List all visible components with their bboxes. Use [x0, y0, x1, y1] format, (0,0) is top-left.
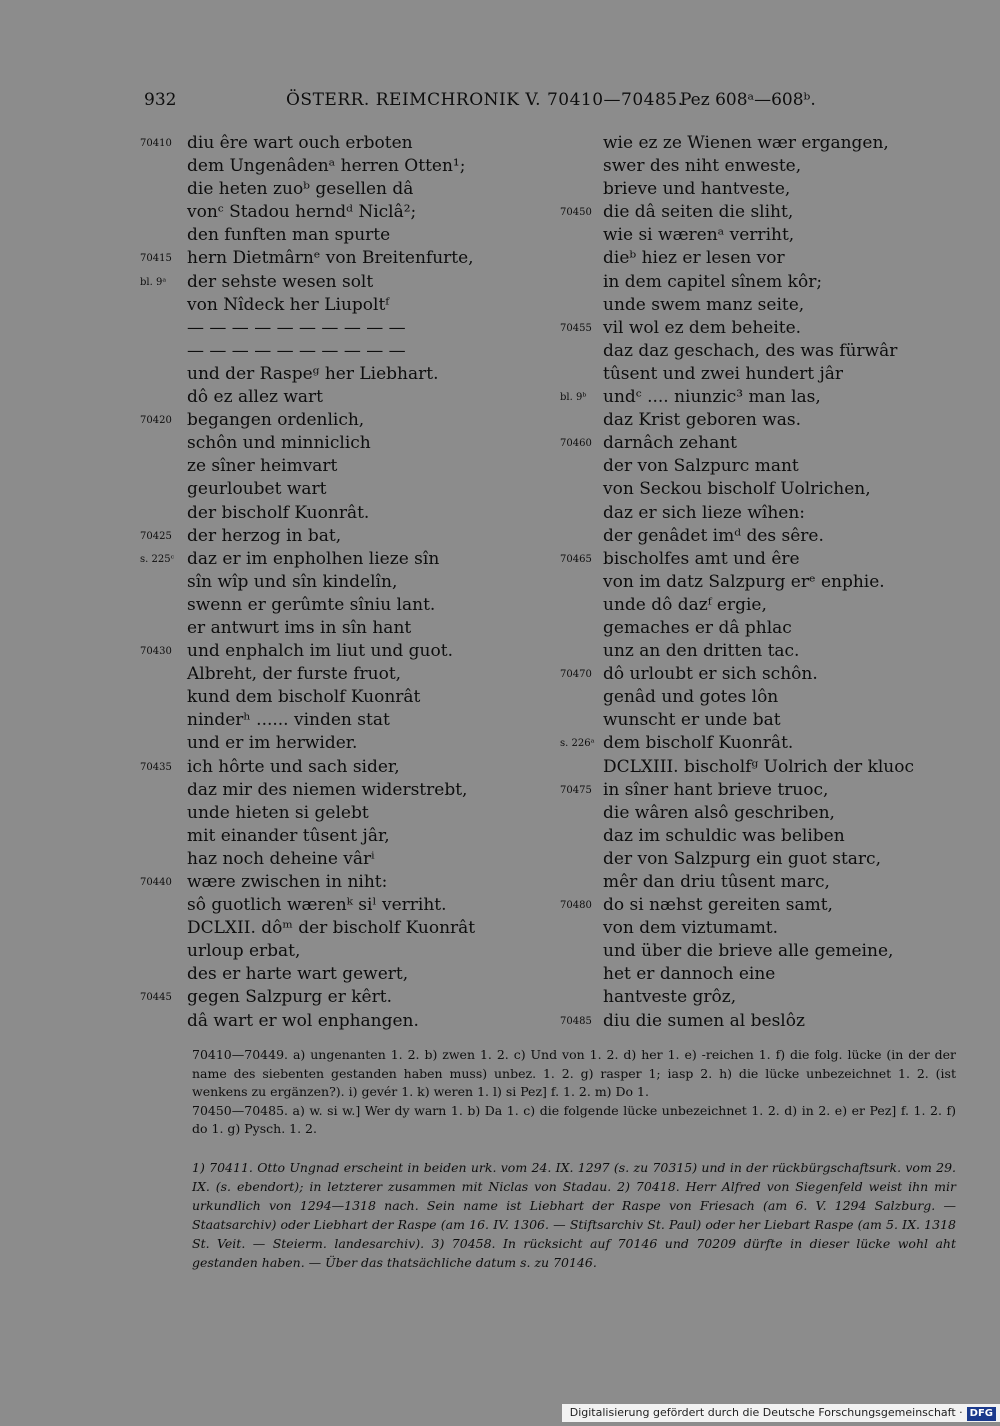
verse-line — [140, 548, 560, 571]
verse-text: dô urloubt er sich schôn. — [603, 664, 818, 685]
right-verse-column — [560, 132, 940, 1033]
verse-text: dem bischolf Kuonrât. — [603, 733, 794, 754]
line-number: 70460 — [560, 438, 592, 450]
line-number: bl. 9ᵃ — [140, 276, 167, 288]
verse-line — [560, 1010, 940, 1033]
verse-text: vonᶜ Stadou herndᵈ Niclâ²; — [187, 202, 417, 223]
verse-text: geurloubet wart — [187, 479, 327, 500]
verse-text: von Nîdeck her Liupoltᶠ — [187, 294, 390, 315]
verse-line — [140, 871, 560, 894]
verse-line — [560, 294, 940, 317]
verse-line — [140, 525, 560, 548]
verse-line — [140, 825, 560, 848]
verse-line — [560, 756, 940, 779]
verse-text: begangen ordenlich, — [187, 410, 365, 431]
verse-line — [140, 247, 560, 270]
verse-text: unde hieten si gelebt — [187, 802, 369, 823]
verse-line — [140, 409, 560, 432]
verse-line — [560, 317, 940, 340]
verse-line — [560, 825, 940, 848]
verse-text: swenn er gerûmte sîniu lant. — [187, 594, 436, 615]
verse-text: do si næhst gereiten samt, — [603, 895, 833, 916]
line-number: s. 226ᵃ — [560, 738, 595, 750]
verse-text: daz er sich lieze wîhen: — [603, 502, 806, 523]
verse-line — [140, 686, 560, 709]
verse-line — [560, 409, 940, 432]
verse-text: daz im schuldic was beliben — [603, 825, 845, 846]
verse-text: darnâch zehant — [603, 433, 737, 454]
verse-line — [140, 478, 560, 501]
line-number: 70425 — [140, 530, 172, 542]
verse-text: diu êre wart ouch erboten — [187, 133, 413, 153]
verse-text: genâd und gotes lôn — [603, 687, 779, 708]
verse-text: unz an den dritten tac. — [603, 641, 800, 662]
verse-text: mit einander tûsent jâr, — [187, 825, 390, 846]
line-number: 70410 — [140, 138, 172, 149]
verse-text: der von Salzpurg ein guot starc, — [603, 848, 881, 869]
verse-text: dô ez allez wart — [187, 387, 324, 408]
verse-line — [140, 986, 560, 1009]
verse-text: hern Dietmârnᵉ von Breitenfurte, — [187, 248, 474, 269]
verse-line — [560, 640, 940, 663]
verse-line — [140, 155, 560, 178]
verse-line — [560, 502, 940, 525]
verse-line — [560, 732, 940, 755]
verse-line — [140, 894, 560, 917]
footnotes — [146, 1158, 956, 1272]
verse-text: vil wol ez dem beheite. — [603, 317, 802, 338]
line-number: s. 225ᶜ — [140, 553, 175, 565]
verse-line — [560, 455, 940, 478]
variant-paragraph-2: 70450—70485. a) w. si w.] Wer dy warn 1. b) Da 1. c) die folgende lücke unbezeichnet 1. 2. d) in 2. e) er Pez] f. 1. 2. f) do 1. g) Pysch. 1. 2. — [192, 1102, 956, 1136]
verse-text: undᶜ .... niunzic³ man las, — [603, 387, 821, 408]
verse-text: die wâren alsô geschriben, — [603, 802, 835, 823]
verse-line — [140, 386, 560, 409]
verse-text: und er im herwider. — [187, 733, 358, 754]
verse-line — [560, 894, 940, 917]
verse-text: und der Raspeᵍ her Liebhart. — [187, 363, 439, 384]
verse-text: mêr dan driu tûsent marc, — [603, 872, 830, 892]
verse-text: — — — — — — — — — — — [187, 340, 406, 361]
line-number: 70420 — [140, 415, 172, 427]
running-title: ÖSTERR. REIMCHRONIK V. 70410—70485. — [286, 90, 684, 110]
verse-text: haz noch deheine vârⁱ — [187, 848, 375, 869]
verse-text: ich hôrte und sach sider, — [187, 756, 400, 777]
verse-line — [140, 224, 560, 247]
dfg-logo: DFG — [967, 1407, 996, 1421]
verse-line — [560, 617, 940, 640]
line-number: 70470 — [560, 669, 592, 681]
verse-text: kund dem bischolf Kuonrât — [187, 687, 421, 708]
verse-line — [560, 940, 940, 963]
verse-line — [560, 963, 940, 986]
page-number: 932 — [144, 90, 177, 110]
verse-line — [560, 132, 940, 155]
verse-text: het er dannoch eine — [603, 964, 776, 985]
verse-text: der bischolf Kuonrât. — [187, 502, 370, 523]
verse-line — [140, 917, 560, 940]
verse-line — [140, 963, 560, 986]
verse-line — [560, 594, 940, 617]
verse-line — [140, 940, 560, 963]
verse-text: wie si wærenᵃ verriht, — [603, 225, 795, 246]
verse-line — [560, 247, 940, 270]
verse-text: ninderʰ ...... vinden stat — [187, 710, 390, 731]
verse-line — [140, 594, 560, 617]
verse-text: brieve und hantveste, — [603, 179, 791, 200]
verse-line — [140, 802, 560, 825]
verse-text: die heten zuoᵇ gesellen dâ — [187, 179, 414, 200]
footer-text: Digitalisierung gefördert durch die Deutsche Forschungsgemeinschaft · — [569, 1406, 963, 1419]
verse-text: dieᵇ hiez er lesen vor — [603, 248, 785, 269]
verse-line — [560, 363, 940, 386]
verse-line — [140, 317, 560, 340]
verse-line — [560, 155, 940, 178]
verse-line — [140, 848, 560, 871]
verse-text: daz mir des niemen widerstrebt, — [187, 779, 468, 800]
verse-line — [140, 132, 560, 155]
verse-text: der von Salzpurc mant — [603, 456, 799, 477]
verse-line — [140, 571, 560, 594]
verse-text: von dem viztumamt. — [603, 918, 779, 939]
verse-line — [560, 709, 940, 732]
verse-text: der genâdet imᵈ des sêre. — [603, 525, 824, 546]
verse-text: unde dô dazᶠ ergie, — [603, 594, 767, 615]
verse-text: — — — — — — — — — — — [187, 317, 406, 338]
verse-text: von Seckou bischolf Uolrichen, — [603, 479, 871, 500]
verse-line — [560, 340, 940, 363]
verse-text: ze sîner heimvart — [187, 456, 338, 477]
line-number: 70485 — [560, 1015, 592, 1027]
verse-line — [560, 686, 940, 709]
dfg-footer — [562, 1404, 1000, 1422]
verse-text: DCLXIII. bischolfᵍ Uolrich der kluoc — [603, 756, 915, 777]
verse-line — [140, 732, 560, 755]
verse-text: gegen Salzpurg er kêrt. — [187, 987, 392, 1008]
verse-line — [140, 455, 560, 478]
verse-text: swer des niht enweste, — [603, 156, 802, 177]
verse-line — [560, 386, 940, 409]
verse-text: wie ez ze Wienen wær ergangen, — [603, 133, 889, 153]
verse-line — [140, 271, 560, 294]
verse-line — [140, 294, 560, 317]
verse-text: wære zwischen in niht: — [187, 872, 388, 892]
verse-text: der sehste wesen solt — [187, 271, 374, 292]
verse-text: und enphalch im liut und guot. — [187, 641, 453, 662]
page-header — [0, 90, 1000, 116]
verse-line — [140, 1010, 560, 1033]
verse-line — [560, 178, 940, 201]
pez-reference: Pez 608ᵃ—608ᵇ. — [680, 90, 816, 110]
verse-text: die dâ seiten die sliht, — [603, 202, 794, 223]
verse-line — [140, 502, 560, 525]
verse-line — [560, 478, 940, 501]
verse-line — [560, 432, 940, 455]
verse-line — [560, 525, 940, 548]
line-number: 70475 — [560, 784, 592, 796]
verse-text: in dem capitel sînem kôr; — [603, 271, 823, 292]
verse-line — [560, 802, 940, 825]
line-number: 70450 — [560, 207, 592, 219]
verse-line — [560, 986, 940, 1009]
verse-line — [140, 617, 560, 640]
verse-text: der herzog in bat, — [187, 525, 342, 546]
verse-line — [560, 663, 940, 686]
left-verse-column — [140, 132, 560, 1033]
line-number: 70430 — [140, 646, 172, 658]
line-number: bl. 9ᵇ — [560, 392, 587, 404]
verse-text: schôn und minniclich — [187, 433, 371, 454]
line-number: 70455 — [560, 322, 592, 334]
line-number: 70465 — [560, 553, 592, 565]
variant-readings — [146, 1046, 956, 1139]
verse-text: tûsent und zwei hundert jâr — [603, 363, 844, 384]
verse-text: des er harte wart gewert, — [187, 964, 409, 985]
verse-text: in sîner hant brieve truoc, — [603, 779, 829, 800]
verse-text: daz er im enpholhen lieze sîn — [187, 548, 440, 569]
verse-line — [560, 779, 940, 802]
verse-line — [560, 201, 940, 224]
verse-line — [140, 640, 560, 663]
line-number: 70435 — [140, 761, 172, 773]
verse-text: diu die sumen al beslôz — [603, 1010, 805, 1031]
verse-text: daz Krist geboren was. — [603, 410, 802, 431]
verse-line — [560, 917, 940, 940]
verse-line — [560, 271, 940, 294]
verse-line — [560, 871, 940, 894]
line-number: 70445 — [140, 992, 172, 1004]
verse-line — [140, 709, 560, 732]
verse-line — [140, 363, 560, 386]
verse-line — [140, 779, 560, 802]
verse-text: wunscht er unde bat — [603, 710, 781, 731]
verse-text: und über die brieve alle gemeine, — [603, 941, 894, 962]
verse-text: hantveste grôz, — [603, 987, 737, 1008]
verse-text: sîn wîp und sîn kindelîn, — [187, 571, 398, 592]
verse-text: urloup erbat, — [187, 941, 301, 962]
variant-paragraph-1: 70410—70449. a) ungenanten 1. 2. b) zwen 1. 2. c) Und von 1. 2. d) her 1. e) -reichen 1. f) die folg. lücke (in der der name des siebenten gestanden haben muss) unbez. 1. 2. g) rasper 1; iasp 2. h) die lücke unbezeichnet 1. 2. (ist wenkens zu ergänzen?). i) gevér 1. k) weren 1. l) si Pez] f. 1. 2. m) Do 1. — [192, 1047, 956, 1099]
verse-line — [140, 663, 560, 686]
verse-text: Albreht, der furste fruot, — [187, 664, 402, 685]
verse-text: dâ wart er wol enphangen. — [187, 1010, 419, 1031]
verse-text: DCLXII. dôᵐ der bischolf Kuonrât — [187, 918, 476, 939]
verse-line — [140, 432, 560, 455]
verse-line — [140, 756, 560, 779]
verse-line — [140, 178, 560, 201]
verse-text: dem Ungenâdenᵃ herren Otten¹; — [187, 156, 466, 177]
footnote-text: 1) 70411. Otto Ungnad erscheint in beiden urk. vom 24. IX. 1297 (s. zu 70315) und in der rückbürgschaftsurk. vom 29. IX. (s. ebendort); in letzterer zusammen mit Niclas von Stadau. 2) 70418. Herr Alfred von Siegenfeld weist ihn mir urkundlich von 1294—1318 nach. Sein name ist Liebhart der Raspe von Friesach (am 6. V. 1294 Salzburg. — Staatsarchiv) oder Liebhart der Raspe (am 16. IV. 1306. — Stiftsarchiv St. Paul) oder her Liebart Raspe (am 5. IX. 1318 St. Veit. — Steierm. landesarchiv). 3) 70458. In rücksicht auf 70146 und 70209 dürfte in dieser lücke wohl aht gestanden haben. — Über das thatsächliche datum s. zu 70146. — [192, 1160, 956, 1270]
verse-line — [140, 340, 560, 363]
verse-text: von im datz Salzpurg erᵉ enphie. — [603, 571, 885, 592]
line-number: 70415 — [140, 253, 172, 265]
verse-line — [560, 571, 940, 594]
verse-line — [140, 201, 560, 224]
verse-text: den funften man spurte — [187, 225, 391, 246]
verse-text: gemaches er dâ phlac — [603, 617, 792, 638]
verse-line — [560, 548, 940, 571]
verse-text: er antwurt ims in sîn hant — [187, 617, 412, 638]
line-number: 70440 — [140, 877, 172, 888]
verse-line — [560, 224, 940, 247]
line-number: 70480 — [560, 900, 592, 912]
verse-text: daz daz geschach, des was fürwâr — [603, 340, 898, 361]
verse-text: unde swem manz seite, — [603, 294, 805, 315]
verse-text: sô guotlich wærenᵏ siˡ verriht. — [187, 895, 447, 916]
verse-text: bischolfes amt und êre — [603, 548, 800, 569]
verse-line — [560, 848, 940, 871]
